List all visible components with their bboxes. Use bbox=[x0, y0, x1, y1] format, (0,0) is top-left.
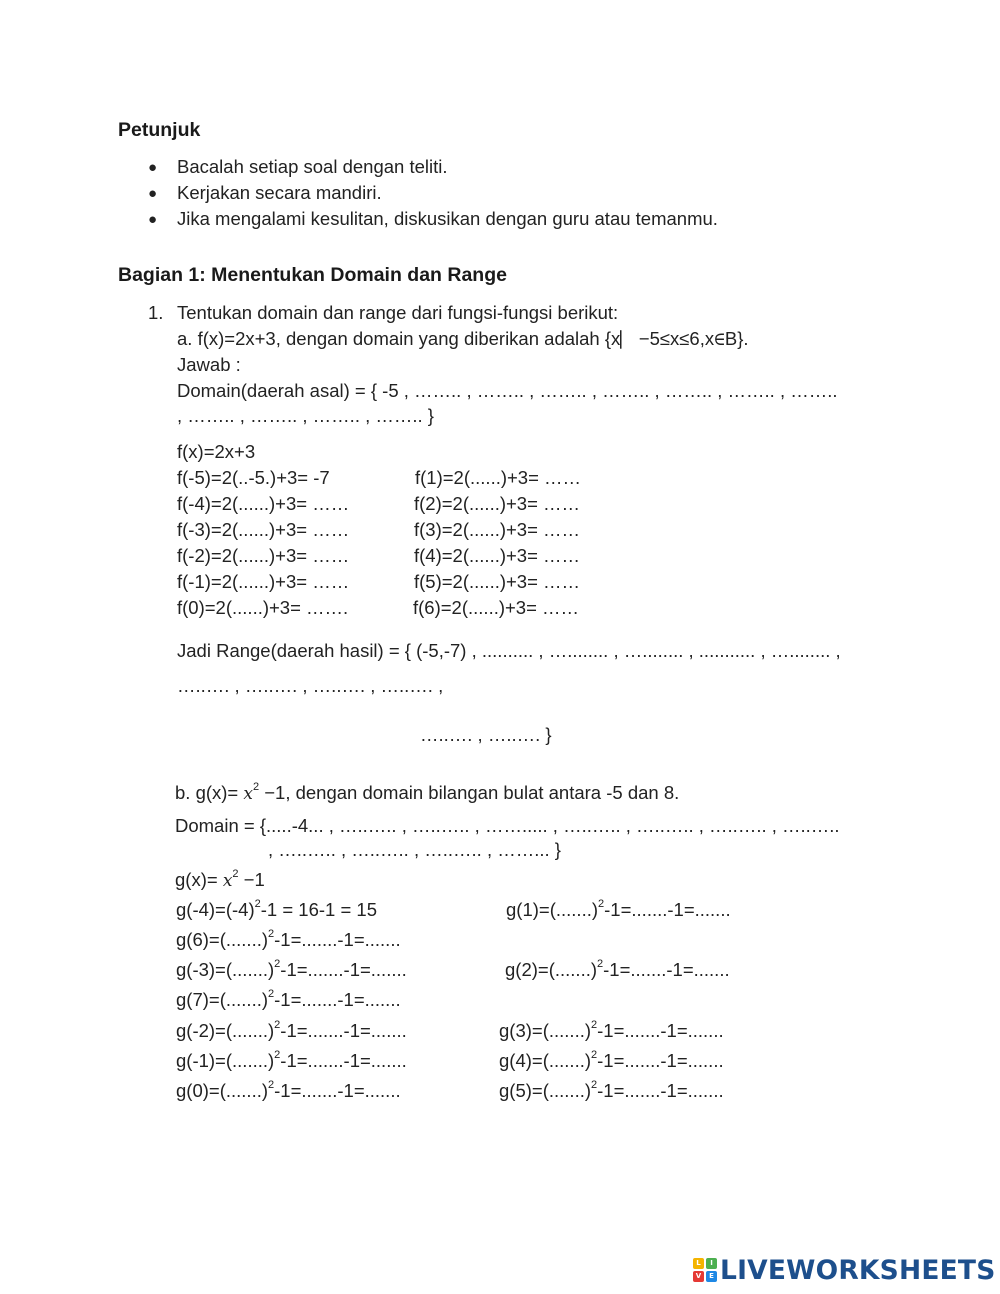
domain-answer-line[interactable]: Domain(daerah asal) = { -5 , …….. , …….. , …….. , …….. , …….. , …….. , …….. bbox=[177, 380, 838, 401]
evaluation-row[interactable]: g(0)=(.......)$^2$-1=.......-1=....... bbox=[176, 1079, 401, 1101]
evaluation-row[interactable]: g(2)=(.......)$^2$-1=.......-1=....... bbox=[505, 958, 730, 980]
section-heading: Bagian 1: Menentukan Domain dan Range bbox=[118, 264, 507, 286]
logo-text: LIVEWORKSHEETS bbox=[720, 1254, 996, 1286]
exponent: 2 bbox=[232, 868, 239, 880]
evaluation-row[interactable]: g(3)=(.......)$^2$-1=.......-1=....... bbox=[499, 1019, 724, 1041]
evaluation-row[interactable]: f(-1)=2(......)+3= …… bbox=[177, 571, 350, 592]
variable-x: 𝑥 bbox=[243, 784, 253, 804]
instruction-item: Jika mengalami kesulitan, diskusikan dengan guru atau temanmu. bbox=[177, 208, 718, 229]
evaluation-row[interactable]: f(5)=2(......)+3= …… bbox=[414, 571, 581, 592]
question-text: Tentukan domain dan range dari fungsi-fungsi berikut: bbox=[177, 302, 619, 323]
question-number: 1. bbox=[148, 302, 164, 323]
evaluation-row[interactable]: f(-4)=2(......)+3= …… bbox=[177, 493, 350, 514]
evaluation-row[interactable]: g(4)=(.......)$^2$-1=.......-1=....... bbox=[499, 1049, 724, 1071]
part-a-question: a. f(x)=2x+3, dengan domain yang diberikan adalah {x⎸−5≤x≤6,x∈B}. bbox=[177, 328, 749, 349]
exponent: 2 bbox=[252, 781, 260, 793]
func-prefix: g(x)= bbox=[175, 869, 223, 890]
logo-tile: E bbox=[706, 1271, 717, 1282]
range-answer-line[interactable]: …..…. , …..…. } bbox=[420, 724, 552, 745]
evaluation-row[interactable]: f(1)=2(......)+3= …… bbox=[415, 467, 582, 488]
variable-x: 𝑥 bbox=[222, 871, 233, 891]
bullet-icon: ● bbox=[148, 185, 158, 202]
range-answer-line[interactable]: …..…. , …..…. , …..…. , …..…. , bbox=[177, 675, 444, 696]
petunjuk-heading: Petunjuk bbox=[118, 119, 201, 141]
range-answer-line[interactable]: Jadi Range(daerah hasil) = { (-5,-7) , .......... , …........ , …........ , ........... , …........ , bbox=[177, 640, 841, 661]
evaluation-row[interactable]: f(-3)=2(......)+3= …… bbox=[177, 519, 350, 540]
part-b-prefix: b. g(x)= bbox=[175, 782, 244, 803]
evaluation-row[interactable]: f(2)=2(......)+3= …… bbox=[414, 493, 581, 514]
instruction-item: Bacalah setiap soal dengan teliti. bbox=[177, 156, 448, 177]
evaluation-row[interactable]: g(1)=(.......)$^2$-1=.......-1=....... bbox=[506, 898, 731, 920]
evaluation-row[interactable]: g(-3)=(.......)$^2$-1=.......-1=....... bbox=[176, 958, 407, 980]
bullet-icon: ● bbox=[148, 159, 158, 176]
evaluation-row[interactable]: g(5)=(.......)$^2$-1=.......-1=....... bbox=[499, 1079, 724, 1101]
instruction-item: Kerjakan secara mandiri. bbox=[177, 182, 382, 203]
evaluation-row[interactable]: f(3)=2(......)+3= …… bbox=[414, 519, 581, 540]
logo-tile: I bbox=[706, 1258, 717, 1269]
evaluation-row[interactable]: g(-2)=(.......)$^2$-1=.......-1=....... bbox=[176, 1019, 407, 1041]
evaluation-row[interactable]: g(6)=(.......)$^2$-1=.......-1=....... bbox=[176, 928, 401, 950]
domain-answer-line[interactable]: , …..….. , …..….. , …..….. , ……... } bbox=[268, 839, 561, 860]
part-b-question bbox=[175, 782, 679, 803]
function-definition bbox=[175, 869, 265, 890]
evaluation-row[interactable]: g(7)=(.......)$^2$-1=.......-1=....... bbox=[176, 988, 401, 1010]
evaluation-row[interactable]: f(-5)=2(..-5.)+3= -7 bbox=[177, 467, 330, 488]
function-definition: f(x)=2x+3 bbox=[177, 441, 256, 462]
evaluation-row[interactable]: $g(-4)=(-4)^2-1 = 16-1 = 15$ bbox=[176, 898, 377, 920]
part-b-suffix: −1, dengan domain bilangan bulat antara -5 dan 8. bbox=[259, 782, 680, 803]
evaluation-row[interactable]: f(6)=2(......)+3= …… bbox=[413, 597, 580, 618]
bullet-icon: ● bbox=[148, 211, 158, 228]
evaluation-row[interactable]: g(-1)=(.......)$^2$-1=.......-1=....... bbox=[176, 1049, 407, 1071]
answer-label: Jawab : bbox=[177, 354, 241, 375]
domain-answer-line[interactable]: , …….. , …….. , …….. , …….. } bbox=[177, 405, 434, 426]
evaluation-row[interactable]: f(4)=2(......)+3= …… bbox=[414, 545, 581, 566]
evaluation-row[interactable]: f(-2)=2(......)+3= …… bbox=[177, 545, 350, 566]
func-suffix: −1 bbox=[238, 869, 265, 890]
logo-tiles-icon bbox=[693, 1258, 717, 1282]
domain-answer-line[interactable]: Domain = {.....-4... , …..….. , …..….. , ……..... , …..….. , …..….. , …..….. , …..….. bbox=[175, 815, 840, 836]
logo-tile: L bbox=[693, 1258, 704, 1269]
liveworksheets-logo bbox=[693, 1255, 996, 1285]
logo-tile: V bbox=[693, 1271, 704, 1282]
evaluation-row[interactable]: f(0)=2(......)+3= ……. bbox=[177, 597, 349, 618]
